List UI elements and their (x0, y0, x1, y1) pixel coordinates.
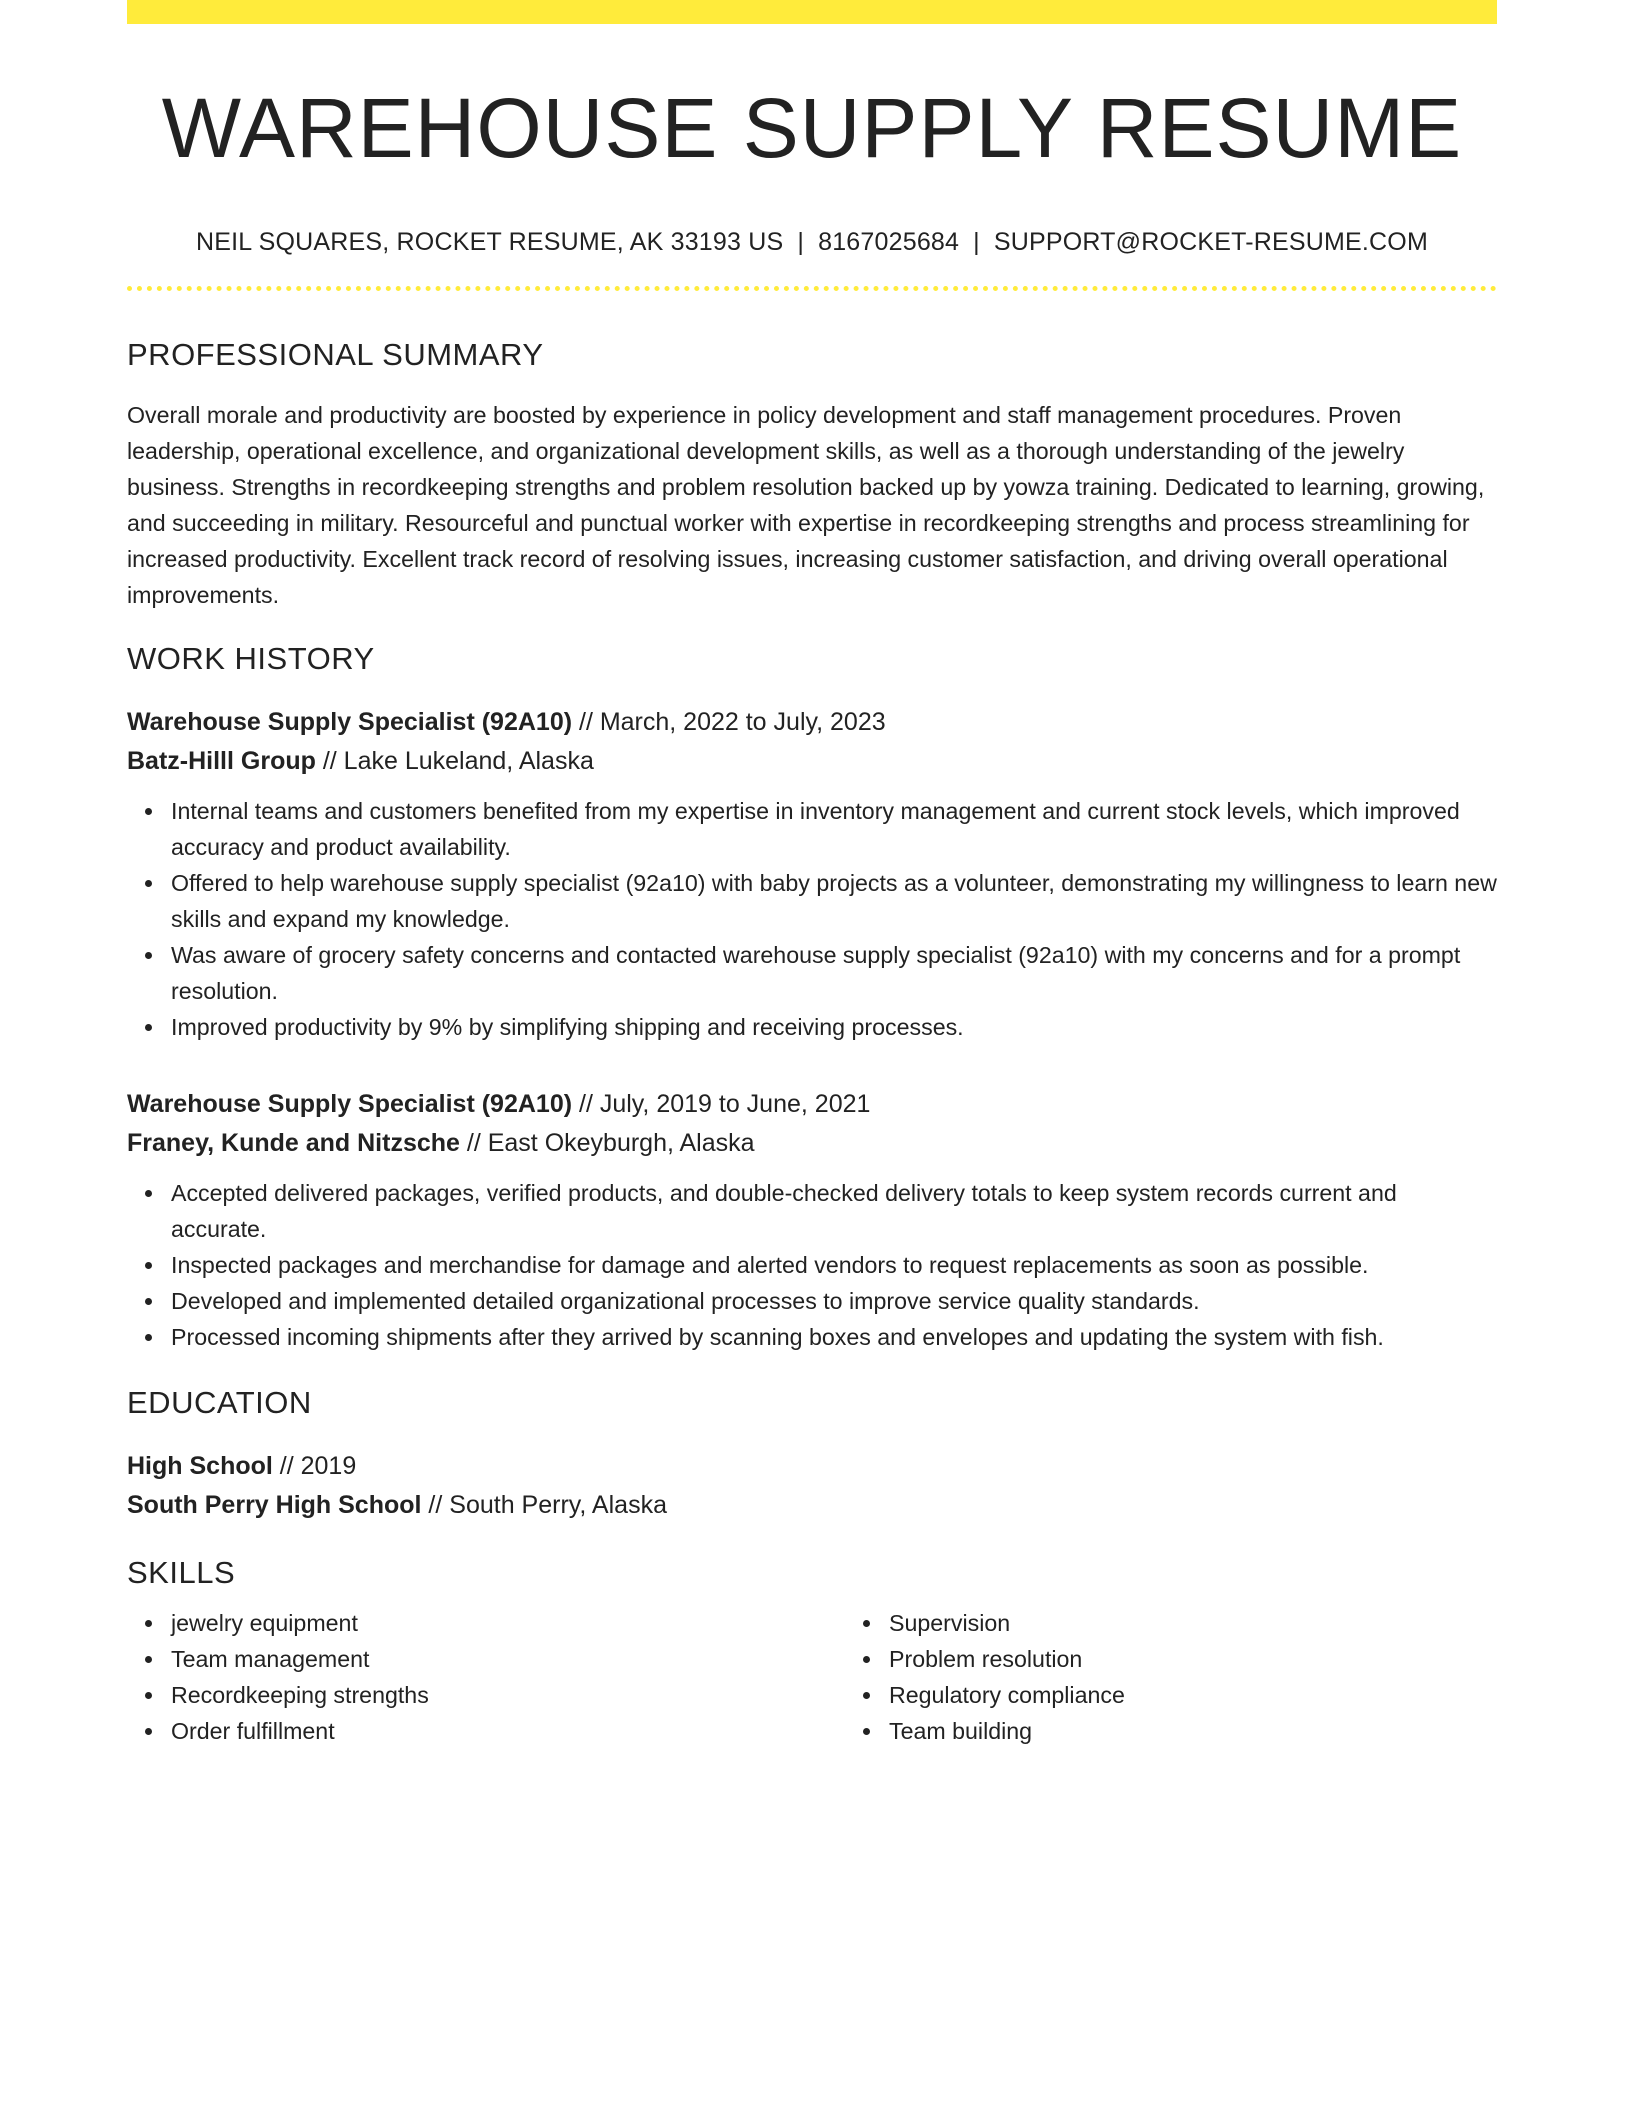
list-item: Was aware of grocery safety concerns and contacted warehouse supply specialist (92a10) with my concerns and for a prompt resolution. (171, 937, 1497, 1009)
contact-separator: | (797, 228, 805, 257)
section-heading-work-history: WORK HISTORY (127, 641, 375, 677)
skill-item: Recordkeeping strengths (171, 1677, 845, 1713)
skill-item: Team management (171, 1641, 845, 1677)
list-item: Accepted delivered packages, verified products, and double-checked delivery totals to keep system records current and accurate. (171, 1175, 1497, 1247)
skill-item: jewelry equipment (171, 1605, 845, 1641)
skills-grid (127, 1605, 1497, 1749)
contact-phone: 8167025684 (818, 228, 960, 257)
skills-list-left (127, 1605, 845, 1749)
job-entry (127, 703, 1497, 1045)
section-heading-summary: PROFESSIONAL SUMMARY (127, 337, 544, 373)
job-dates: // March, 2022 to July, 2023 (572, 708, 886, 737)
list-item: Internal teams and customers benefited from my expertise in inventory management and current stock levels, which improved accuracy and product availability. (171, 793, 1497, 865)
contact-address: NEIL SQUARES, ROCKET RESUME, AK 33193 US (196, 228, 784, 257)
job-bullet-list (127, 1175, 1497, 1355)
top-accent-bar (127, 0, 1497, 24)
section-heading-education: EDUCATION (127, 1385, 312, 1421)
skill-item: Regulatory compliance (889, 1677, 1563, 1713)
skill-item: Team building (889, 1713, 1563, 1749)
list-item: Improved productivity by 9% by simplifying shipping and receiving processes. (171, 1009, 1497, 1045)
job-company: Franey, Kunde and Nitzsche (127, 1129, 460, 1158)
job-company-line (127, 1124, 1497, 1163)
job-dates: // July, 2019 to June, 2021 (572, 1090, 871, 1119)
education-school-line (127, 1486, 1497, 1525)
education-year: // 2019 (272, 1452, 357, 1481)
job-location: // East Okeyburgh, Alaska (459, 1129, 755, 1158)
resume-title: WAREHOUSE SUPPLY RESUME (161, 81, 1463, 175)
education-location: // South Perry, Alaska (421, 1491, 667, 1520)
contact-line (127, 228, 1497, 257)
summary-text: Overall morale and productivity are boosted by experience in policy development and staff management procedures. Proven leadership, operational excellence, and organizational development skills, as well as a thorough understanding of the jewelry business. Strengths in recordkeeping strengths and problem resolution backed up by yowza training. Dedicated to learning, growing, and succeeding in military. Resourceful and punctual worker with expertise in recordkeeping strengths and process streamlining for increased productivity. Excellent track record of resolving issues, increasing customer satisfaction, and driving overall operational improvements. (127, 402, 1485, 609)
job-company: Batz-Hilll Group (127, 747, 316, 776)
list-item: Developed and implemented detailed organizational processes to improve service quality standards. (171, 1283, 1497, 1319)
job-title: Warehouse Supply Specialist (92A10) (127, 1090, 573, 1119)
skill-item: Supervision (889, 1605, 1563, 1641)
job-company-line (127, 742, 1497, 781)
section-heading-skills: SKILLS (127, 1555, 236, 1591)
contact-email: SUPPORT@ROCKET-RESUME.COM (993, 228, 1428, 257)
skill-item: Order fulfillment (171, 1713, 845, 1749)
job-bullet-list (127, 793, 1497, 1045)
skills-list-right (845, 1605, 1563, 1749)
job-title-line (127, 1085, 1497, 1124)
list-item: Inspected packages and merchandise for damage and alerted vendors to request replacements as soon as possible. (171, 1247, 1497, 1283)
contact-separator: | (973, 228, 980, 257)
job-title: Warehouse Supply Specialist (92A10) (127, 708, 573, 737)
education-school: South Perry High School (127, 1491, 422, 1520)
education-entry (127, 1447, 1497, 1525)
job-entry (127, 1085, 1497, 1355)
skill-item: Problem resolution (889, 1641, 1563, 1677)
education-degree: High School (127, 1452, 273, 1481)
list-item: Processed incoming shipments after they arrived by scanning boxes and envelopes and updating the system with fish. (171, 1319, 1497, 1355)
resume-page (127, 0, 1497, 1749)
education-degree-line (127, 1447, 1497, 1486)
job-location: // Lake Lukeland, Alaska (315, 747, 594, 776)
dotted-divider (127, 286, 1497, 291)
list-item: Offered to help warehouse supply specialist (92a10) with baby projects as a volunteer, demonstrating my willingness to learn new skills and expand my knowledge. (171, 865, 1497, 937)
job-title-line (127, 703, 1497, 742)
